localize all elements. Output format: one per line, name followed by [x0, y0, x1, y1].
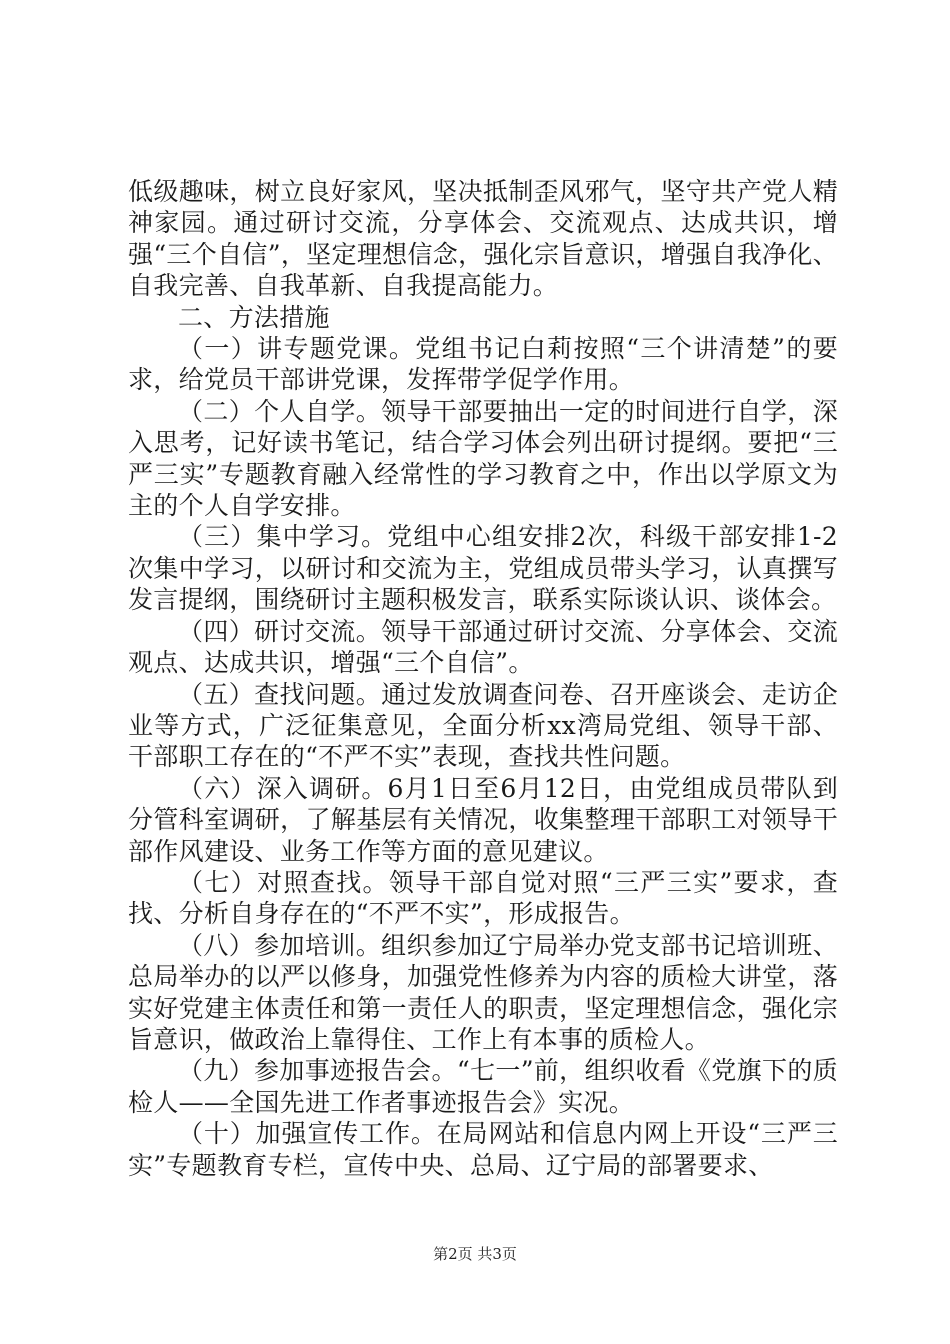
paragraph-continuation: 低级趣味，树立良好家风，坚决抵制歪风邪气，坚守共产党人精神家园。通过研讨交流，分享体会、交流观点、达成共识，增强“三个自信”，坚定理想信念，强化宗旨意识，增强自我净化、自我完善、自我革新、自我提高能力。	[128, 177, 838, 301]
paragraph-item-10: （十）加强宣传工作。在局网站和信息内网上开设“三严三实”专题教育专栏，宣传中央、总局、辽宁局的部署要求、	[128, 1119, 838, 1180]
section-heading-methods: 二、方法措施	[178, 302, 330, 332]
paragraph-item-3: （三）集中学习。党组中心组安排2次，科级干部安排1-2次集中学习，以研讨和交流为主，党组成员带头学习，认真撰写发言提纲，围绕研讨主题积极发言，联系实际谈认识、谈体会。	[128, 522, 838, 615]
paragraph-item-6: （六）深入调研。6月1日至6月12日，由党组成员带队到分管科室调研，了解基层有关情况，收集整理干部职工对领导干部作风建设、业务工作等方面的意见建议。	[128, 773, 838, 866]
paragraph-item-7: （七）对照查找。领导干部自觉对照“三严三实”要求，查找、分析自身存在的“不严不实”，形成报告。	[128, 867, 838, 929]
document-body	[128, 176, 838, 1181]
paragraph-item-8: （八）参加培训。组织参加辽宁局举办党支部书记培训班、总局举办的以严以修身，加强党性修养为内容的质检大讲堂，落实好党建主体责任和第一责任人的职责，坚定理想信念，强化宗旨意识，做政治上靠得住、工作上有本事的质检人。	[128, 930, 838, 1054]
paragraph-item-4: （四）研讨交流。领导干部通过研讨交流、分享体会、交流观点、达成共识，增强“三个自信”。	[128, 616, 838, 678]
paragraph-item-1: （一）讲专题党课。党组书记白莉按照“三个讲清楚”的要求，给党员干部讲党课，发挥带学促学作用。	[128, 334, 838, 395]
page-number-footer: 第2页 共3页	[433, 1245, 517, 1263]
paragraph-item-5: （五）查找问题。通过发放调查问卷、召开座谈会、走访企业等方式，广泛征集意见，全面分析xx湾局党组、领导干部、干部职工存在的“不严不实”表现，查找共性问题。	[128, 679, 838, 772]
paragraph-item-9: （九）参加事迹报告会。“七一”前，组织收看《党旗下的质检人——全国先进工作者事迹报告会》实况。	[128, 1056, 838, 1117]
paragraph-item-2: （二）个人自学。领导干部要抽出一定的时间进行自学，深入思考，记好读书笔记，结合学习体会列出研讨提纲。要把“三严三实”专题教育融入经常性的学习教育之中，作出以学原文为主的个人自学安排。	[128, 396, 838, 521]
